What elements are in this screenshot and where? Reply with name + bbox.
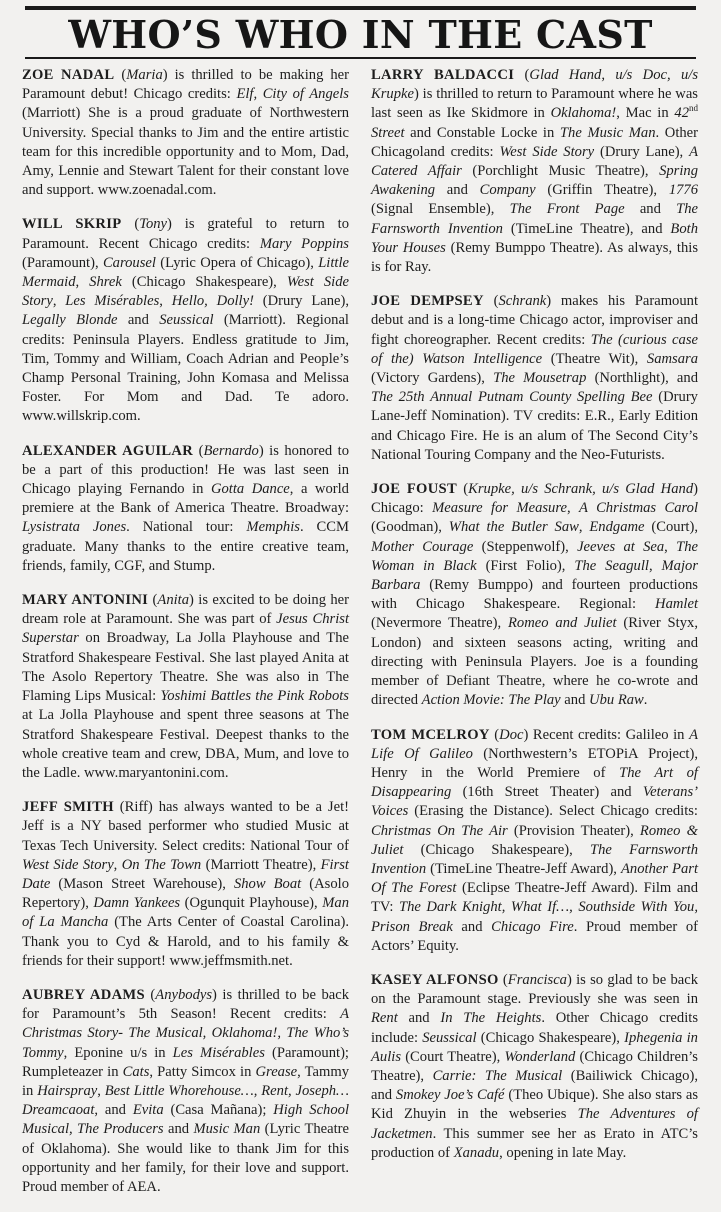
- right-column: [371, 66, 698, 1178]
- italic-text: A Christmas Story- The Musical, Oklahoma!, The Who’s Tommy: [22, 1006, 349, 1061]
- italic-text: The Woman in Black: [371, 538, 698, 574]
- bio-text: , and: [94, 1102, 133, 1119]
- top-rule: [25, 6, 696, 10]
- italic-text: Both Your Houses: [371, 220, 698, 256]
- bio-text: (Marriott) She is a proud graduate of Northwestern University. Special thanks to Jim and the entire artistic team for this incredible opportunity and to Mom, Dad, Amy, Lennie and Stewart Talent for their constant love and support. www.zoenadal.com.: [22, 105, 349, 199]
- bio-text: (Lyric Theatre of Oklahoma). She would like to thank Jim for this opportunity and her family, for their love and support. Proud member of AEA.: [22, 1121, 349, 1195]
- bio-text: ) is honored to be a part of this production! He was last seen in Chicago playing Fernando in: [22, 442, 349, 498]
- italic-text: Action Movie: The Play: [421, 692, 561, 709]
- italic-text: West Side Story: [22, 856, 114, 873]
- italic-text: Damn Yankees: [93, 895, 181, 912]
- bio-text: .: [643, 692, 648, 709]
- italic-text: Rent: [371, 1010, 398, 1027]
- bio-text: (Signal Ensemble),: [371, 201, 510, 218]
- bio-zoe-nadal: [22, 66, 349, 200]
- italic-text: Wonderland: [504, 1048, 576, 1065]
- bio-text: (Drury Lane),: [594, 143, 690, 160]
- italic-text: Jeeves at Sea: [577, 538, 665, 555]
- cast-member-name: JEFF SMITH: [22, 799, 114, 816]
- bio-text: (Nevermore Theatre),: [371, 615, 509, 632]
- italic-text: What the Butler Saw: [448, 519, 579, 536]
- bio-text: (: [121, 216, 140, 233]
- italic-text: Measure for Measure: [432, 500, 567, 517]
- italic-text: Les Misérables: [172, 1044, 265, 1061]
- bio-text: (: [514, 67, 530, 83]
- ordinal-suffix: nd: [689, 103, 698, 114]
- bio-tom-mcelroy: [371, 726, 698, 956]
- bio-text: (: [144, 986, 156, 1003]
- italic-text: High School Musical, The Producers: [22, 1102, 350, 1138]
- bio-text: . CCM graduate. Many thanks to the entire creative team, friends, family, CGF, and Stump.: [22, 519, 349, 574]
- italic-text: Smokey Joe’s Café: [395, 1087, 505, 1104]
- bio-text: . National tour:: [126, 519, 247, 536]
- italic-text: Company: [479, 182, 536, 199]
- bio-text: (Northlight), and: [586, 370, 699, 387]
- italic-text: Gotta Dance: [210, 481, 290, 498]
- bio-text: (Griffin Theatre),: [535, 182, 669, 199]
- italic-text: Ubu Raw: [589, 692, 644, 709]
- bio-text: (Provision Theater),: [507, 822, 640, 839]
- italic-text: The Mousetrap: [493, 370, 587, 387]
- italic-text: West Side Story: [499, 143, 595, 160]
- italic-text: Best Little Whorehouse…, Rent, Joseph…Dreamcaoat: [22, 1082, 350, 1119]
- bio-text: (First Folio),: [476, 557, 575, 574]
- bio-text: (: [193, 442, 204, 459]
- italic-text: Bernardo: [203, 442, 259, 459]
- italic-text: A Catered Affair: [371, 143, 698, 180]
- italic-text: Anita: [157, 592, 190, 609]
- bio-text: (Theatre Wit),: [542, 350, 647, 367]
- bio-text: (: [498, 971, 508, 988]
- bio-text: (Paramount); Rumpleteazer in: [22, 1044, 349, 1080]
- italic-text: The Adventures of Jacketmen: [371, 1106, 698, 1142]
- bio-text: (Victory Gardens),: [371, 370, 494, 387]
- bio-will-skrip: [22, 215, 349, 426]
- bio-text: (Ogunquit Playhouse),: [180, 895, 323, 912]
- italic-text: Samsara: [646, 350, 698, 367]
- italic-text: Memphis: [246, 519, 300, 536]
- bio-text: (Chicago Shakespeare),: [476, 1029, 625, 1046]
- italic-text: Shrek: [89, 274, 122, 291]
- italic-text: Les Misérables: [65, 293, 160, 310]
- italic-text: Hamlet: [655, 596, 698, 613]
- bio-text: , Tammy in: [22, 1063, 350, 1099]
- italic-text: Maria: [126, 67, 163, 83]
- bio-text: , Eponine u/s in: [63, 1044, 173, 1061]
- italic-text: Iphegenia in Aulis: [371, 1029, 698, 1065]
- bio-text: (Casa Mañana);: [163, 1102, 274, 1119]
- italic-text: Another Part Of The Forest: [371, 860, 698, 897]
- bio-text: (Goodman),: [371, 519, 449, 536]
- bio-text: and: [435, 182, 480, 199]
- bio-aubrey-adams: [22, 986, 349, 1197]
- italic-text: The Music Man: [559, 124, 656, 141]
- bio-text: , opening in late May.: [499, 1144, 627, 1161]
- bio-text: ,: [159, 293, 172, 310]
- italic-text: Street: [371, 124, 405, 141]
- italic-text: A Christmas Carol: [579, 500, 698, 517]
- italic-text: Veterans’ Voices: [371, 784, 698, 820]
- bio-text: and: [117, 312, 160, 329]
- italic-text: Anybodys: [155, 986, 213, 1003]
- italic-text: 1776: [668, 182, 698, 199]
- bio-text: and: [452, 918, 492, 935]
- bio-text: (Lyric Opera of Chicago),: [155, 254, 319, 271]
- italic-text: Evita: [132, 1102, 164, 1119]
- italic-text: Francisca: [507, 971, 567, 988]
- bio-text: (: [489, 726, 500, 743]
- italic-text: Oklahoma!: [550, 105, 617, 122]
- bio-text: (River Styx, London) and sixteen seasons acting, writing and directing with Peninsula Players. Joe is a founding member of Defiant Theatre, where he co-wrote and directed: [371, 615, 698, 709]
- bio-text: (Marriott Theatre),: [201, 856, 321, 873]
- cast-member-name: TOM MCELROY: [371, 726, 490, 743]
- italic-text: Man of La Mancha: [22, 895, 349, 931]
- bio-jeff-smith: [22, 798, 349, 971]
- bio-kasey-alfonso: [371, 971, 698, 1163]
- bio-text: (Northwestern’s ETOPiA Project), Henry in the World Premiere of: [371, 745, 698, 781]
- italic-text: The 25th Annual Putnam County Spelling Bee: [371, 389, 653, 406]
- bio-text: and: [624, 201, 677, 218]
- cast-member-name: WILL SKRIP: [22, 216, 122, 233]
- italic-text: A Life Of Galileo: [371, 726, 698, 762]
- bio-text: (Erasing the Distance). Select Chicago credits:: [408, 803, 698, 820]
- cast-member-name: ZOE NADAL: [22, 67, 115, 83]
- bio-text: ) is thrilled to be back for Paramount’s 5th Season! Recent credits:: [22, 986, 349, 1023]
- italic-text: Schrank: [498, 293, 547, 310]
- italic-text: First Date: [22, 856, 349, 892]
- bio-text: ,: [52, 293, 66, 310]
- italic-text: The Farnsworth Invention: [371, 841, 698, 877]
- italic-text: Romeo and Juliet: [508, 615, 617, 632]
- italic-text: Hello, Dolly!: [171, 293, 254, 310]
- cast-member-name: MARY ANTONINI: [22, 592, 149, 609]
- bio-text: (Porchlight Music Theatre),: [461, 163, 660, 180]
- italic-text: Mary Poppins: [259, 235, 349, 252]
- cast-member-name: JOE DEMPSEY: [371, 293, 484, 310]
- bio-text: ) is so glad to be back on the Paramount stage. Previously she was seen in: [371, 971, 698, 1008]
- cast-member-name: AUBREY ADAMS: [22, 986, 145, 1003]
- bio-text: (: [114, 67, 127, 83]
- italic-text: Seussical: [159, 312, 214, 329]
- italic-text: The Dark Knight, What If…, Southside With You, Prison Break: [371, 899, 698, 935]
- bio-text: , Mac in: [616, 105, 675, 122]
- bio-text: ) is grateful to return to Paramount. Recent Chicago credits:: [22, 216, 350, 252]
- bio-text: (Riff) has always wanted to be a Jet! Jeff is a NY based performer who studied Music at Texas Tech University. Select credits: National Tour of: [22, 799, 349, 854]
- bio-text: (Steppenwolf),: [473, 538, 578, 555]
- italic-text: Spring Awakening: [371, 163, 698, 199]
- bio-text: (Mason Street Warehouse),: [50, 875, 234, 892]
- bio-text: , a world premiere at the Bank of America Theatre. Broadway:: [22, 481, 349, 517]
- bio-text: (TimeLine Theatre-Jeff Award),: [426, 860, 621, 877]
- bio-text: (Asolo Repertory),: [22, 875, 349, 912]
- bio-text: ) Recent credits: Galileo in: [523, 726, 690, 743]
- bio-text: . Proud member of Actors’ Equity.: [371, 918, 699, 954]
- bio-text: . Other Chicago credits include:: [371, 1010, 698, 1046]
- bio-text: (: [457, 481, 469, 498]
- bio-text: (Paramount),: [22, 254, 103, 271]
- italic-text: Jesus Christ Superstar: [22, 611, 349, 647]
- italic-text: Little Mermaid: [22, 254, 349, 291]
- italic-text: Mother Courage: [371, 538, 474, 555]
- cast-member-name: LARRY BALDACCI: [371, 67, 515, 83]
- italic-text: Legally Blonde: [22, 312, 118, 329]
- bio-alexander-aguilar: [22, 442, 349, 576]
- bio-text: and: [560, 692, 590, 709]
- bio-text: (: [148, 592, 158, 609]
- bio-larry-baldacci: [371, 66, 698, 277]
- italic-text: Major Barbara: [371, 557, 698, 594]
- bio-text: and: [163, 1121, 194, 1138]
- italic-text: Grease: [255, 1063, 298, 1080]
- cast-member-name: KASEY ALFONSO: [371, 971, 499, 988]
- cast-member-name: JOE FOUST: [371, 481, 457, 498]
- italic-text: The Front Page: [509, 201, 625, 218]
- italic-text: Krupke, u/s Schrank, u/s Glad Hand: [468, 481, 694, 498]
- italic-text: 42: [674, 105, 689, 122]
- bio-text: and Constable Locke in: [404, 124, 560, 141]
- bio-text: (Chicago Shakespeare),: [121, 274, 287, 291]
- bio-text: and: [397, 1010, 441, 1027]
- cast-member-name: ALEXANDER AGUILAR: [22, 442, 194, 459]
- italic-text: Carrie: The Musical: [432, 1067, 563, 1084]
- bio-text: (TimeLine Theatre), and: [502, 220, 671, 237]
- bio-text: ,: [664, 538, 677, 555]
- italic-text: The Farnsworth Invention: [371, 201, 698, 237]
- italic-text: West Side Story: [22, 274, 349, 310]
- italic-text: Tony: [139, 216, 168, 233]
- bio-text: at La Jolla Playhouse and spent three seasons at The Stratford Shakespeare Festival. Deepest thanks to the whole creative team and crew, DBA, Mum, and love to the Ladle. www.maryantonini.com.: [22, 707, 349, 781]
- bio-text: ) is excited to be doing her dream role at Paramount. She was part of: [22, 592, 350, 628]
- bio-text: . Other Chicagoland credits:: [371, 124, 699, 160]
- bio-text: (Theo Ubique). She also stars as Kid Zhuyin in the webseries: [371, 1087, 698, 1123]
- bio-text: (: [483, 293, 499, 310]
- bio-text: . This summer see her as Erato in ATC’s production of: [371, 1125, 698, 1161]
- bio-mary-antonini: [22, 591, 349, 783]
- italic-text: Elf, City of Angels: [236, 86, 349, 103]
- bio-joe-foust: [371, 480, 698, 710]
- italic-text: The Art of Disappearing: [371, 764, 698, 801]
- title-underline: [25, 57, 696, 59]
- italic-text: In The Heights: [440, 1010, 542, 1027]
- italic-text: Doc: [499, 726, 524, 743]
- bio-text: ,: [97, 1082, 105, 1099]
- page-title: WHO’S WHO IN THE CAST: [68, 12, 653, 57]
- bio-text: , Patty Simcox in: [149, 1063, 256, 1080]
- bio-text: (16th Street Theater) and: [451, 784, 643, 801]
- bio-text: (Chicago Children’s Theatre),: [371, 1048, 698, 1084]
- italic-text: Xanadu: [453, 1144, 500, 1161]
- bio-text: (Drury Lane),: [253, 293, 349, 310]
- italic-text: Christmas On The Air: [371, 822, 508, 839]
- bio-text: ) makes his Paramount debut and is a long-time Chicago actor, improviser and fight choreographer. Recent credits:: [371, 293, 698, 348]
- bio-joe-dempsey: [371, 292, 698, 465]
- italic-text: Carousel: [102, 254, 156, 271]
- bio-text: ,: [75, 274, 90, 291]
- bio-text: on Broadway, La Jolla Playhouse and The Stratford Shakespeare Festival. She last played Anita at The Asolo Repertory Theatre. She was also in The Flaming Lips Musical:: [22, 630, 349, 705]
- italic-text: Romeo & Juliet: [371, 822, 698, 858]
- bio-text: ,: [578, 519, 590, 536]
- bio-text: ) is thrilled to return to Paramount where he was last seen as Ike Skidmore in: [371, 86, 698, 122]
- bio-text: ,: [566, 500, 580, 517]
- bio-text: (Remy Bumppo Theatre). As always, this is for Ray.: [371, 239, 698, 276]
- italic-text: The Seagull: [574, 557, 649, 574]
- italic-text: Chicago Fire: [491, 918, 574, 935]
- italic-text: Yoshimi Battles the Pink Robots: [160, 688, 349, 705]
- italic-text: Music Man: [193, 1121, 261, 1138]
- bio-text: (Remy Bumppo) and fourteen productions with Chicago Shakespeare. Regional:: [371, 577, 698, 613]
- bio-text: ) is thrilled to be making her Paramount debut! Chicago credits:: [22, 67, 349, 103]
- italic-text: Hairspray: [37, 1082, 98, 1099]
- left-column: [22, 66, 349, 1212]
- italic-text: Glad Hand, u/s Doc, u/s Krupke: [371, 67, 698, 103]
- bio-text: ) Chicago:: [371, 481, 698, 517]
- bio-text: ,: [648, 557, 662, 574]
- bio-text: (Court Theatre),: [401, 1048, 505, 1065]
- italic-text: Seussical: [422, 1029, 477, 1046]
- italic-text: Cats: [122, 1063, 150, 1080]
- italic-text: Endgame: [589, 519, 645, 536]
- bio-text: (Marriott). Regional credits: Peninsula Players. Endless gratitude to Jim, Tim, Tommy and William, Coach Adrian and People’s Champ Personal Training, John Komasa and Melissa Foster. For Mom and Dad. Te adoro. www.willskrip.com.: [22, 312, 349, 425]
- bio-text: (Chicago Shakespeare),: [403, 841, 590, 858]
- bio-text: (The Arts Center of Coastal Carolina). Thank you to Cyd & Harold, and to his family & friends for their support! www.jeffmsmith.net.: [22, 914, 349, 969]
- italic-text: Lysistrata Jones: [22, 519, 127, 536]
- italic-text: The (curious case of the) Watson Intelligence: [371, 331, 698, 367]
- bio-text: (Court),: [644, 519, 698, 536]
- italic-text: Show Boat: [233, 875, 302, 892]
- bio-text: ,: [113, 856, 122, 873]
- bio-text: (Drury Lane-Jeff Nomination). TV credits: E.R., Early Edition and Chicago Fire. He is an alum of The Second City’s National Touring Company and the Neo-Futurists.: [371, 389, 698, 463]
- italic-text: On The Town: [121, 856, 202, 873]
- bio-text: (Bailiwick Chicago), and: [371, 1067, 698, 1104]
- bio-text: (Eclipse Theatre-Jeff Award). Film and TV:: [371, 880, 698, 916]
